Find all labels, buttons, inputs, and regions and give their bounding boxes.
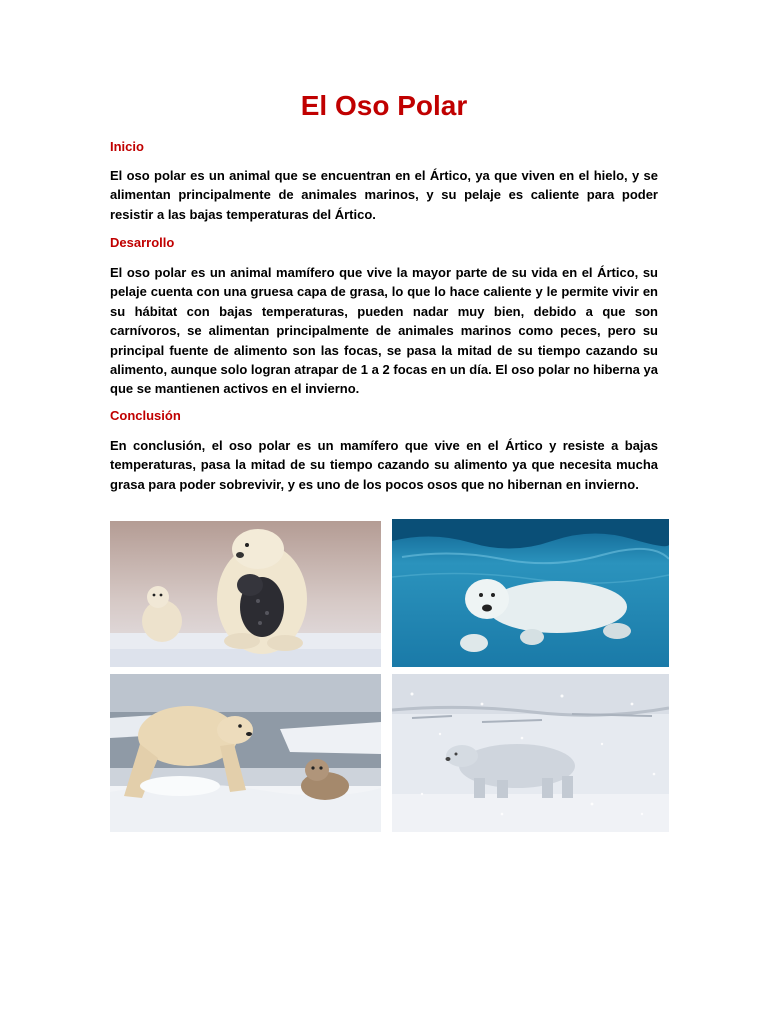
section-heading-desarrollo: Desarrollo bbox=[110, 235, 175, 250]
polar-bear-hunting-seal-on-ice-photo bbox=[110, 674, 381, 832]
page-title: El Oso Polar bbox=[300, 90, 468, 121]
section-text-inicio: El oso polar es un animal que se encuentran en el Ártico, ya que viven en el hielo, y se alimentan principalmente de animales marinos, y su pelaje es caliente para poder resistir a las bajas temperaturas del Ártico. bbox=[110, 168, 658, 222]
polar-bear-walking-in-snowstorm-photo bbox=[392, 674, 669, 832]
polar-bear-swimming-underwater-photo bbox=[392, 519, 669, 667]
section-heading-inicio: Inicio bbox=[110, 139, 144, 154]
section-heading-conclusion: Conclusión bbox=[110, 408, 181, 423]
polar-bear-with-cub-and-seal-photo bbox=[110, 521, 381, 667]
section-text-desarrollo: El oso polar es un animal mamífero que vive la mayor parte de su vida en el Ártico, su pelaje cuenta con una gruesa capa de grasa, lo que lo hace caliente y le permite vivir en su hábitat con bajas temperaturas, pueden nadar muy bien, debido a que son carnívoros, se alimentan principalmente de animales marinos como peces, pero su principal fuente de alimento son las focas, se pasa la mitad de su tiempo cazando su alimento, aunque solo logran atrapar de 1 a 2 focas en un día. El oso polar no hiberna ya que se mantienen activos en el invierno. bbox=[110, 265, 658, 397]
section-text-conclusion: En conclusión, el oso polar es un mamífero que vive en el Ártico y resiste a bajas temperaturas, pasa la mitad de su tiempo cazando su alimento ya que necesita mucha grasa para poder sobrevivir, y es uno de los pocos osos que no hibernan en invierno. bbox=[110, 438, 658, 492]
